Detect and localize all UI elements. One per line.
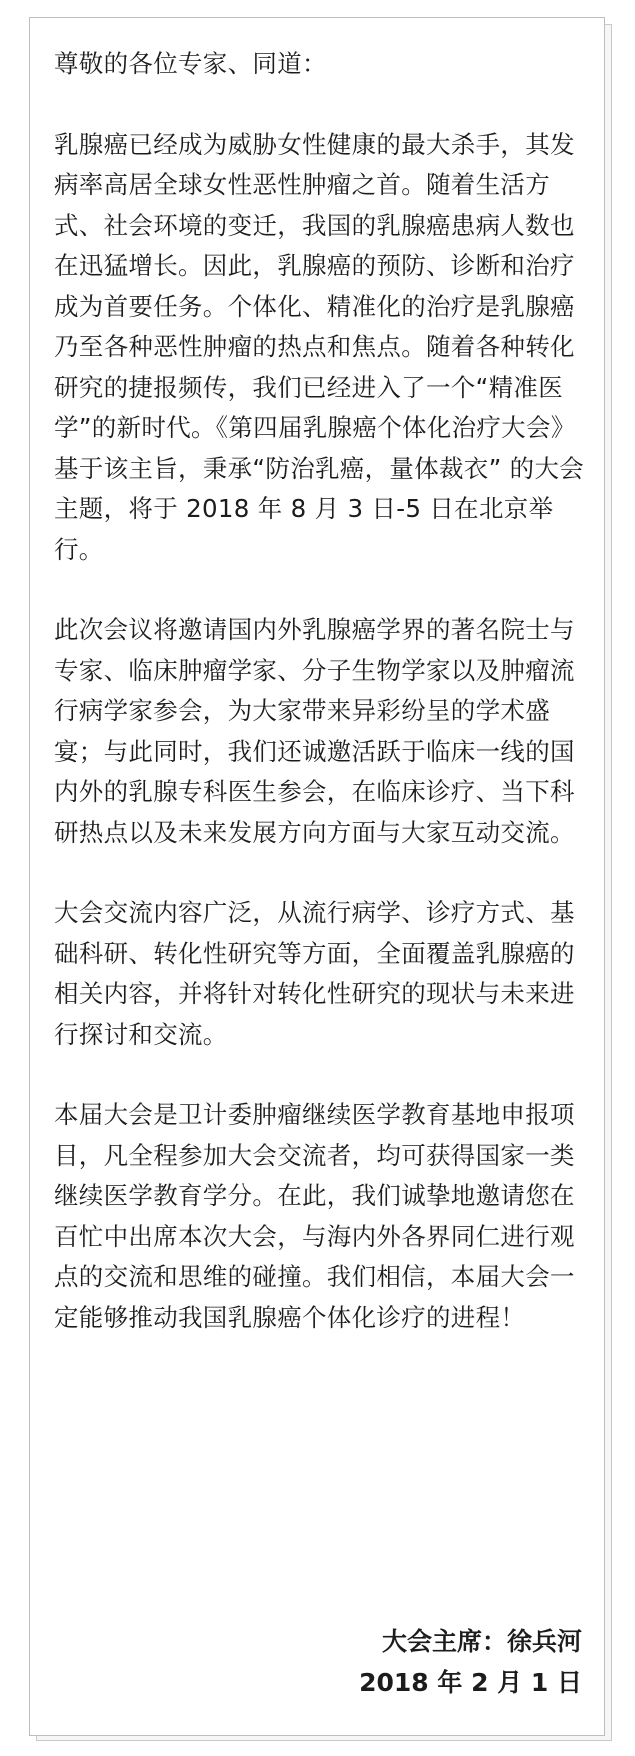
letter-page	[29, 17, 605, 1736]
chair-signature: 大会主席：徐兵河	[381, 1627, 582, 1656]
paragraph-invitation: 此次会议将邀请国内外乳腺癌学界的著名院士与专家、临床肿瘤学家、分子生物学家以及肿瘤流行病学家参会，为大家带来异彩纷呈的学术盛宴；与此同时，我们还诚邀活跃于临床一线的国内外的乳腺专科医生参会，在临床诊疗、当下科研热点以及未来发展方向方面与大家互动交流。	[54, 615, 575, 847]
letter-body	[54, 44, 590, 1338]
signature-block	[359, 1621, 582, 1703]
paragraph-credits: 本届大会是卫计委肿瘤继续医学教育基地申报项目，凡全程参加大会交流者，均可获得国家一类继续医学教育学分。在此，我们诚挚地邀请您在百忙中出席本次大会，与海内外各界同仁进行观点的交流和思维的碰撞。我们相信，本届大会一定能够推动我国乳腺癌个体化诊疗的进程！	[54, 1100, 575, 1332]
paragraph-content: 大会交流内容广泛，从流行病学、诊疗方式、基础科研、转化性研究等方面，全面覆盖乳腺癌的相关内容，并将针对转化性研究的现状与未来进行探讨和交流。	[54, 898, 575, 1049]
paragraph-intro: 乳腺癌已经成为威胁女性健康的最大杀手，其发病率高居全球女性恶性肿瘤之首。随着生活方式、社会环境的变迁，我国的乳腺癌患病人数也在迅猛增长。因此，乳腺癌的预防、诊断和治疗成为首要任务。个体化、精准化的治疗是乳腺癌乃至各种恶性肿瘤的热点和焦点。随着各种转化研究的捷报频传，我们已经进入了一个“精准医学”的新时代。《第四届乳腺癌个体化治疗大会》基于该主旨，秉承“防治乳癌，量体裁衣” 的大会主题，将于 2018 年 8 月 3 日-5 日在北京举行。	[54, 129, 585, 564]
salutation: 尊敬的各位专家、同道：	[54, 49, 327, 78]
paragraph-gap	[54, 570, 590, 610]
letter-date: 2018 年 2 月 1 日	[359, 1668, 582, 1697]
paragraph-gap	[54, 1055, 590, 1095]
paragraph-gap	[54, 85, 590, 125]
paragraph-gap	[54, 853, 590, 893]
